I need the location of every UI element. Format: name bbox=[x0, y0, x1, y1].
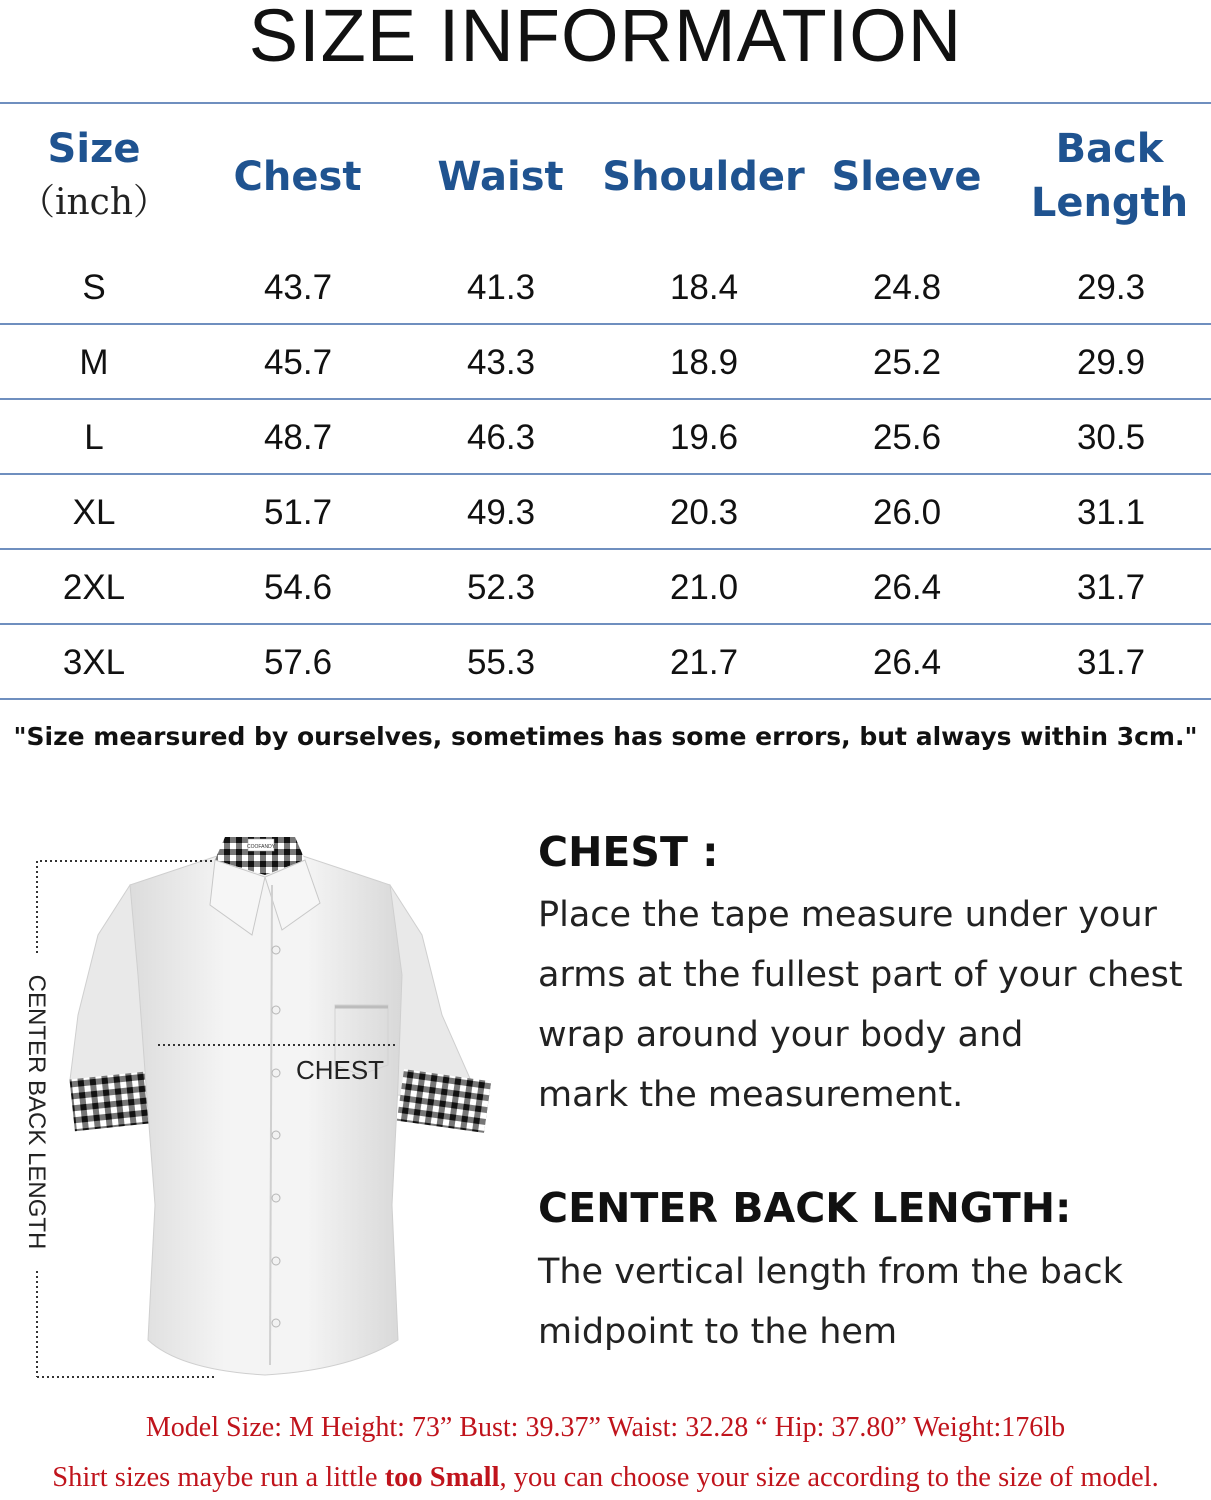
cell-chest: 48.7 bbox=[263, 418, 333, 457]
cell-size: XL bbox=[72, 493, 116, 532]
chest-line: wrap around your body and bbox=[538, 1015, 1024, 1055]
cell-waist: 46.3 bbox=[466, 418, 536, 457]
header-waist: Waist bbox=[437, 154, 564, 200]
cell-chest: 57.6 bbox=[263, 643, 333, 682]
cell-shoulder: 19.6 bbox=[669, 418, 739, 457]
shirt-body bbox=[130, 855, 402, 1375]
cell-size: M bbox=[79, 343, 109, 382]
shirt-diagram bbox=[20, 825, 510, 1395]
cell-back-length: 31.1 bbox=[1076, 493, 1146, 532]
cell-back-length: 29.3 bbox=[1076, 268, 1146, 307]
cell-back-length: 31.7 bbox=[1076, 643, 1146, 682]
cell-shoulder: 21.0 bbox=[669, 568, 739, 607]
cell-back-length: 30.5 bbox=[1076, 418, 1146, 457]
table-top-rule bbox=[0, 102, 1211, 104]
cell-waist: 41.3 bbox=[466, 268, 536, 307]
cell-back-length: 31.7 bbox=[1076, 568, 1146, 607]
chest-label: CHEST bbox=[295, 1055, 385, 1085]
header-chest: Chest bbox=[233, 154, 362, 200]
cell-size: S bbox=[82, 268, 106, 307]
cell-shoulder: 21.7 bbox=[669, 643, 739, 682]
cell-size: L bbox=[84, 418, 104, 457]
chest-section-title: CHEST : bbox=[538, 828, 719, 876]
row-divider bbox=[0, 398, 1211, 400]
row-divider bbox=[0, 548, 1211, 550]
back-line: midpoint to the hem bbox=[538, 1312, 898, 1352]
cell-waist: 55.3 bbox=[466, 643, 536, 682]
cell-sleeve: 26.4 bbox=[872, 568, 942, 607]
size-advice-emphasis: too Small bbox=[384, 1462, 500, 1493]
right-cuff bbox=[397, 1069, 491, 1133]
cell-back-length: 29.9 bbox=[1076, 343, 1146, 382]
row-divider bbox=[0, 473, 1211, 475]
header-size-label: Size bbox=[47, 126, 141, 172]
cell-sleeve: 26.4 bbox=[872, 643, 942, 682]
back-section-title: CENTER BACK LENGTH: bbox=[538, 1184, 1072, 1232]
cell-waist: 43.3 bbox=[466, 343, 536, 382]
cell-sleeve: 25.2 bbox=[872, 343, 942, 382]
header-size-unit: （inch） bbox=[18, 182, 170, 223]
row-divider bbox=[0, 623, 1211, 625]
row-divider bbox=[0, 323, 1211, 325]
chest-line: mark the measurement. bbox=[538, 1075, 964, 1115]
cell-size: 3XL bbox=[62, 643, 126, 682]
cell-sleeve: 25.6 bbox=[872, 418, 942, 457]
back-line: The vertical length from the back bbox=[538, 1252, 1123, 1292]
chest-section-body bbox=[538, 885, 1183, 1125]
header-size bbox=[0, 122, 188, 230]
chest-line: arms at the fullest part of your chest bbox=[538, 955, 1183, 995]
back-section-body bbox=[538, 1242, 1123, 1362]
header-shoulder: Shoulder bbox=[602, 154, 805, 200]
measurement-note: "Size mearsured by ourselves, sometimes has some errors, but always within 3cm." bbox=[13, 722, 1198, 751]
header-length-label: Length bbox=[1030, 180, 1189, 226]
cell-chest: 54.6 bbox=[263, 568, 333, 607]
cell-shoulder: 18.4 bbox=[669, 268, 739, 307]
header-sleeve: Sleeve bbox=[831, 154, 982, 200]
cell-chest: 51.7 bbox=[263, 493, 333, 532]
cell-size: 2XL bbox=[62, 568, 126, 607]
model-size-info: Model Size: M Height: 73” Bust: 39.37” Waist: 32.28 “ Hip: 37.80” Weight:176lb bbox=[145, 1412, 1066, 1443]
collar-tag: COOFANDY bbox=[246, 844, 276, 850]
size-advice-start: Shirt sizes maybe run a little bbox=[52, 1462, 385, 1493]
cell-shoulder: 18.9 bbox=[669, 343, 739, 382]
row-divider bbox=[0, 698, 1211, 700]
chest-line: Place the tape measure under your bbox=[538, 895, 1157, 935]
cell-chest: 43.7 bbox=[263, 268, 333, 307]
cell-shoulder: 20.3 bbox=[669, 493, 739, 532]
cell-sleeve: 26.0 bbox=[872, 493, 942, 532]
cell-chest: 45.7 bbox=[263, 343, 333, 382]
cell-waist: 49.3 bbox=[466, 493, 536, 532]
header-back-length bbox=[1008, 122, 1211, 230]
shirt-illustration bbox=[20, 825, 510, 1395]
page-title: SIZE INFORMATION bbox=[248, 0, 963, 77]
size-advice-end: , you can choose your size according to the size of model. bbox=[499, 1462, 1159, 1493]
back-length-label: CENTER BACK LENGTH bbox=[23, 974, 50, 1250]
header-back-label: Back bbox=[1055, 126, 1164, 172]
size-advice bbox=[0, 1462, 1211, 1494]
cell-sleeve: 24.8 bbox=[872, 268, 942, 307]
cell-waist: 52.3 bbox=[466, 568, 536, 607]
